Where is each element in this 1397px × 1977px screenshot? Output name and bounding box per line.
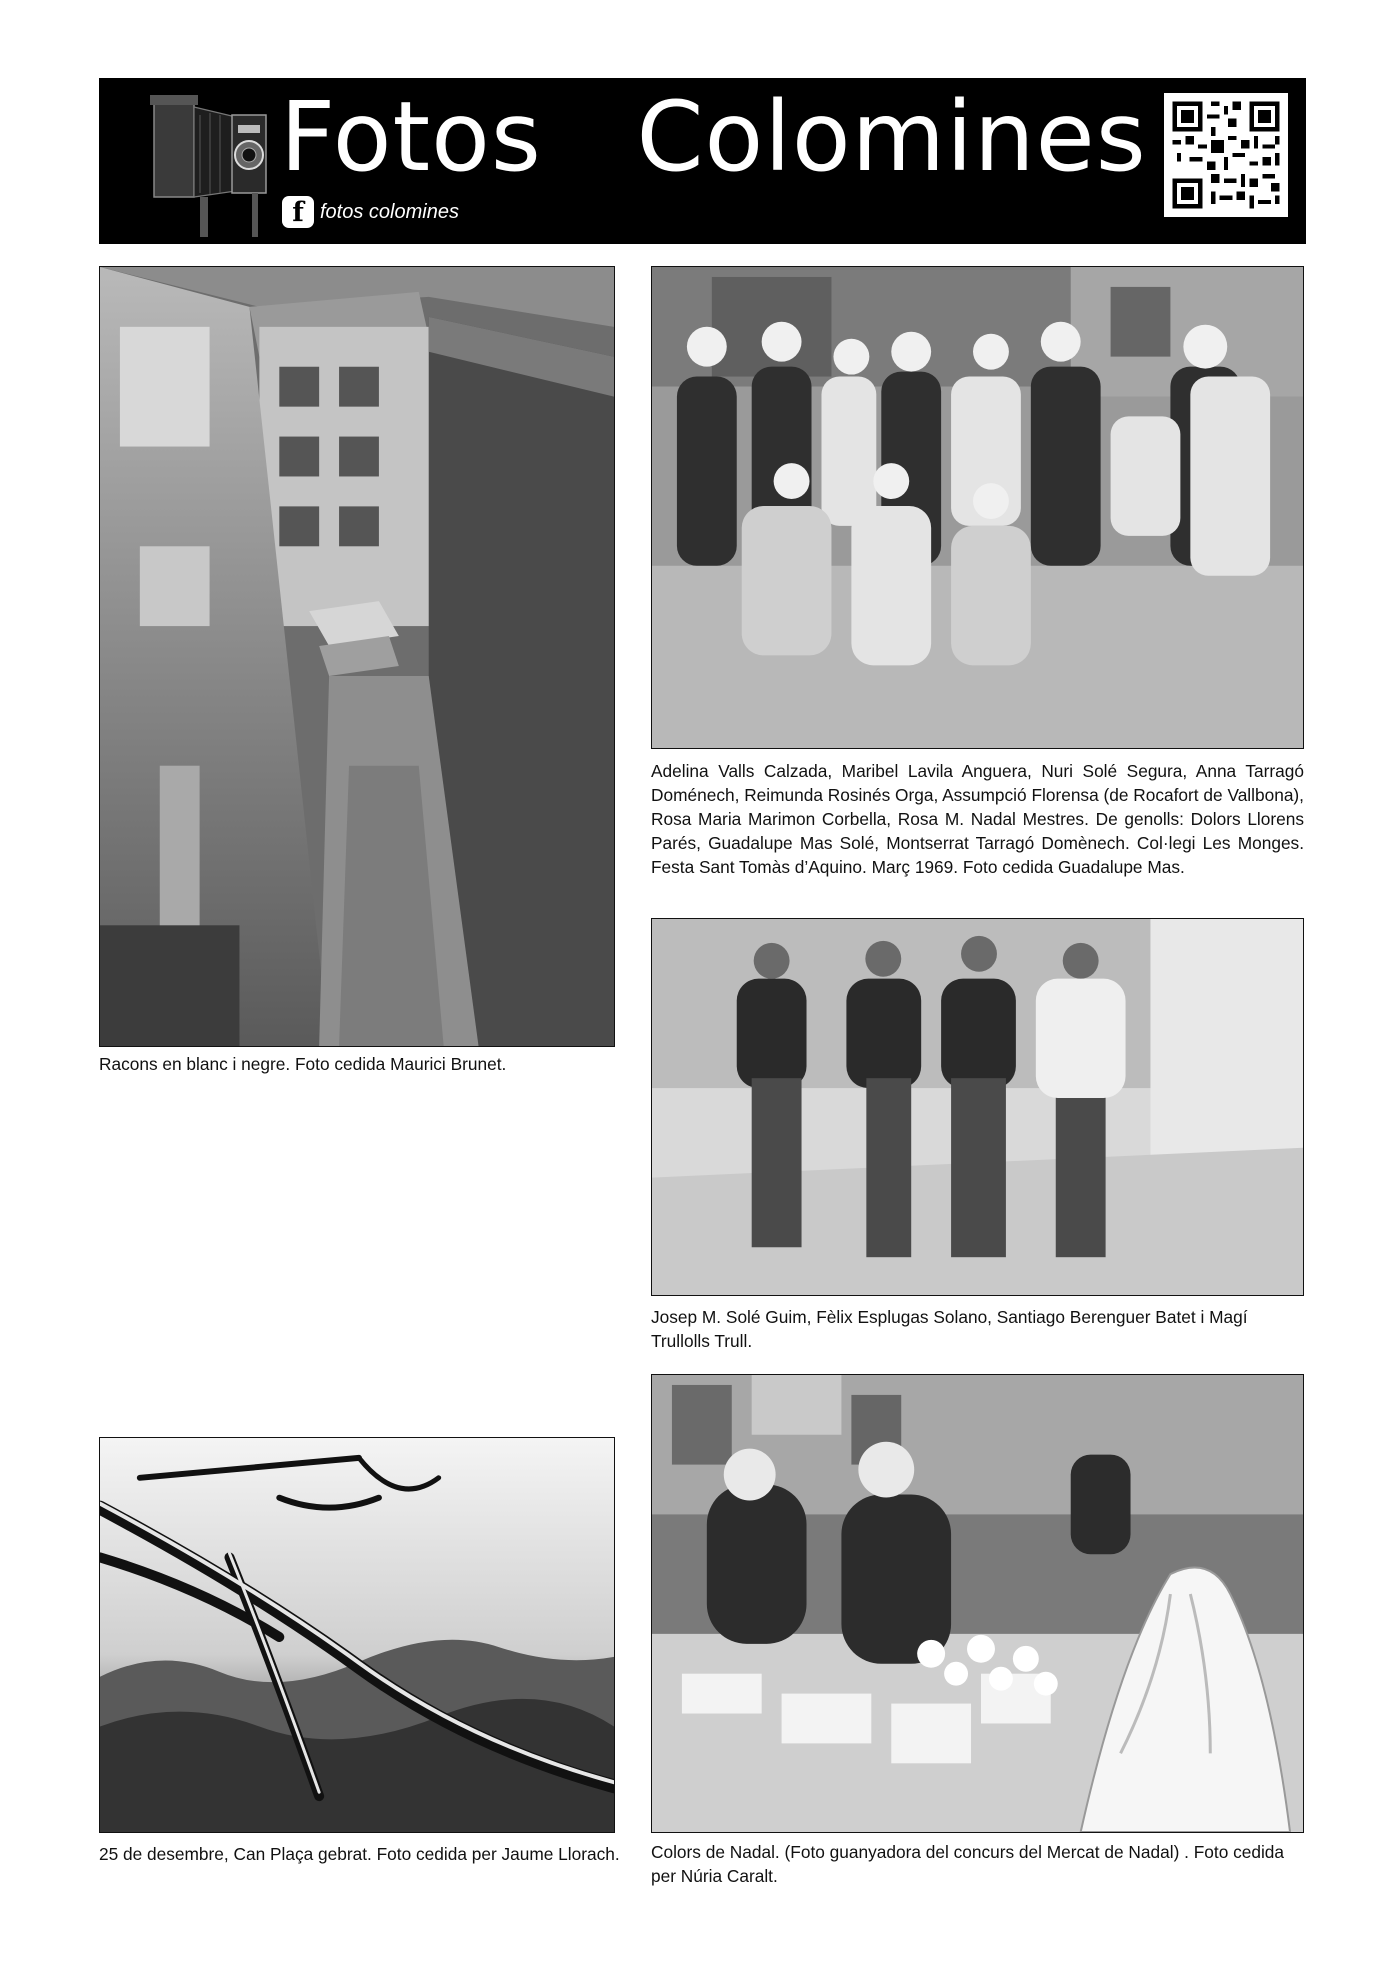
girls-group-photo-image: [652, 267, 1303, 748]
street-photo-image: [100, 267, 614, 1046]
vintage-folding-camera-icon: [140, 85, 290, 241]
caption-four-boys: Josep M. Solé Guim, Fèlix Esplugas Solano, Santiago Berenguer Batet i Magí Trullolls Trull.: [651, 1307, 1248, 1351]
four-boys-photo-image: [652, 919, 1303, 1295]
photo-four-boys: [651, 918, 1304, 1296]
photo-christmas-market: [651, 1374, 1304, 1833]
facebook-label: fotos colomines: [320, 200, 459, 223]
photo-girls-group: [651, 266, 1304, 749]
caption-frost-branch: 25 de desembre, Can Plaça gebrat. Foto cedida per Jaume Llorach.: [99, 1844, 620, 1864]
caption-girls-group: Adelina Valls Calzada, Maribel Lavila Anguera, Nuri Solé Segura, Anna Tarragó Doménech, Reimunda Rosinés Orga, Assumpció Florensa (de Rocafort de Vallbona), Rosa Maria Marimon Corbella, Rosa M. Nadal Mestres. De genolls: Dolors Llorens Parés, Guadalupe Mas Solé, Montserrat Tarragó Domènech. Col·legi Les Monges. Festa Sant Tomàs d’Aquino. Març 1969. Foto cedida Guadalupe Mas.: [651, 761, 1304, 877]
qr-code-icon[interactable]: [1164, 93, 1288, 217]
facebook-link[interactable]: [282, 195, 459, 229]
svg-text:Fotos Colomines: Fotos Colomines: [280, 84, 1147, 193]
photo-street: [99, 266, 615, 1047]
photo-frost-branch: [99, 1437, 615, 1833]
qr-code-graphic: [1164, 93, 1288, 217]
caption-christmas-market: Colors de Nadal. (Foto guanyadora del concurs del Mercat de Nadal) . Foto cedida per Núria Caralt.: [651, 1842, 1285, 1886]
frost-branch-photo-image: [100, 1438, 614, 1832]
page-title: [280, 84, 1190, 199]
caption-street: Racons en blanc i negre. Foto cedida Maurici Brunet.: [99, 1054, 507, 1074]
header-banner: [99, 78, 1306, 244]
facebook-icon: f: [282, 196, 314, 228]
christmas-market-photo-image: [652, 1375, 1303, 1832]
